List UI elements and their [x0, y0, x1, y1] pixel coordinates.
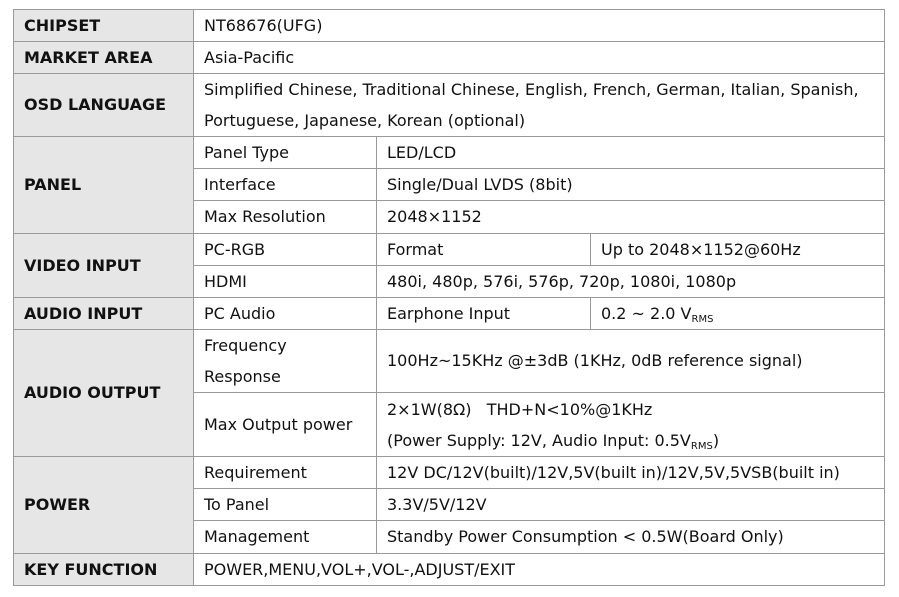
row-video-pc-rgb [14, 234, 885, 266]
panel-label: PANEL [14, 137, 194, 234]
spec-table [13, 9, 885, 586]
panel-type-value: LED/LCD [377, 137, 885, 169]
row-panel-type [14, 137, 885, 169]
video-pc-rgb-sub: Format [377, 234, 591, 266]
row-audio-frequency [14, 330, 885, 393]
row-key-function [14, 554, 885, 586]
key-function-label: KEY FUNCTION [14, 554, 194, 586]
audio-output-label: AUDIO OUTPUT [14, 330, 194, 457]
audio-max-power-value [377, 393, 885, 457]
row-chipset [14, 10, 885, 42]
video-hdmi-value: 480i, 480p, 576i, 576p, 720p, 1080i, 1080p [377, 266, 885, 298]
audio-input-value-main: 0.2 ~ 2.0 V [601, 303, 692, 323]
audio-frequency-name-line-1: Frequency [204, 336, 287, 355]
row-market-area [14, 42, 885, 74]
power-to-panel-name: To Panel [194, 489, 377, 521]
power-management-value: Standby Power Consumption < 0.5W(Board Only) [377, 521, 885, 554]
audio-input-sub: Earphone Input [377, 298, 591, 330]
video-pc-rgb-value: Up to 2048×1152@60Hz [591, 234, 885, 266]
osd-language-line-2: Portuguese, Japanese, Korean (optional) [204, 111, 526, 130]
audio-max-power-line-2-main: (Power Supply: 12V, Audio Input: 0.5V [387, 430, 691, 450]
video-hdmi-name: HDMI [194, 266, 377, 298]
power-label: POWER [14, 457, 194, 554]
osd-language-line-1: Simplified Chinese, Traditional Chinese, English, French, German, Italian, Spanish, [204, 80, 859, 99]
video-pc-rgb-name: PC-RGB [194, 234, 377, 266]
audio-max-power-name: Max Output power [194, 393, 377, 457]
audio-frequency-value: 100Hz~15KHz @±3dB (1KHz, 0dB reference signal) [377, 330, 885, 393]
row-power-requirement [14, 457, 885, 489]
power-management-name: Management [194, 521, 377, 554]
audio-input-value-sub: RMS [691, 313, 714, 325]
power-requirement-name: Requirement [194, 457, 377, 489]
audio-max-power-line-2-sub: RMS [690, 440, 713, 452]
power-requirement-value: 12V DC/12V(built)/12V,5V(built in)/12V,5V,5VSB(built in) [377, 457, 885, 489]
chipset-label: CHIPSET [14, 10, 194, 42]
panel-max-resolution-value: 2048×1152 [377, 201, 885, 234]
audio-frequency-name [194, 330, 377, 393]
audio-max-power-line-2-end: ) [712, 430, 720, 450]
panel-interface-value: Single/Dual LVDS (8bit) [377, 169, 885, 201]
osd-language-label: OSD LANGUAGE [14, 74, 194, 137]
panel-interface-name: Interface [194, 169, 377, 201]
power-to-panel-value: 3.3V/5V/12V [377, 489, 885, 521]
chipset-value: NT68676(UFG) [194, 10, 885, 42]
market-area-label: MARKET AREA [14, 42, 194, 74]
audio-frequency-name-line-2: Response [204, 367, 281, 386]
audio-max-power-line-2 [387, 425, 884, 456]
panel-max-resolution-name: Max Resolution [194, 201, 377, 234]
row-audio-input [14, 298, 885, 330]
audio-input-label: AUDIO INPUT [14, 298, 194, 330]
panel-type-name: Panel Type [194, 137, 377, 169]
audio-max-power-line-1: 2×1W(8Ω) THD+N<10%@1KHz [387, 399, 653, 419]
audio-input-value [591, 298, 885, 330]
market-area-value: Asia-Pacific [194, 42, 885, 74]
video-input-label: VIDEO INPUT [14, 234, 194, 298]
key-function-value: POWER,MENU,VOL+,VOL-,ADJUST/EXIT [194, 554, 885, 586]
osd-language-value [194, 74, 885, 137]
row-osd-language [14, 74, 885, 137]
audio-input-name: PC Audio [194, 298, 377, 330]
